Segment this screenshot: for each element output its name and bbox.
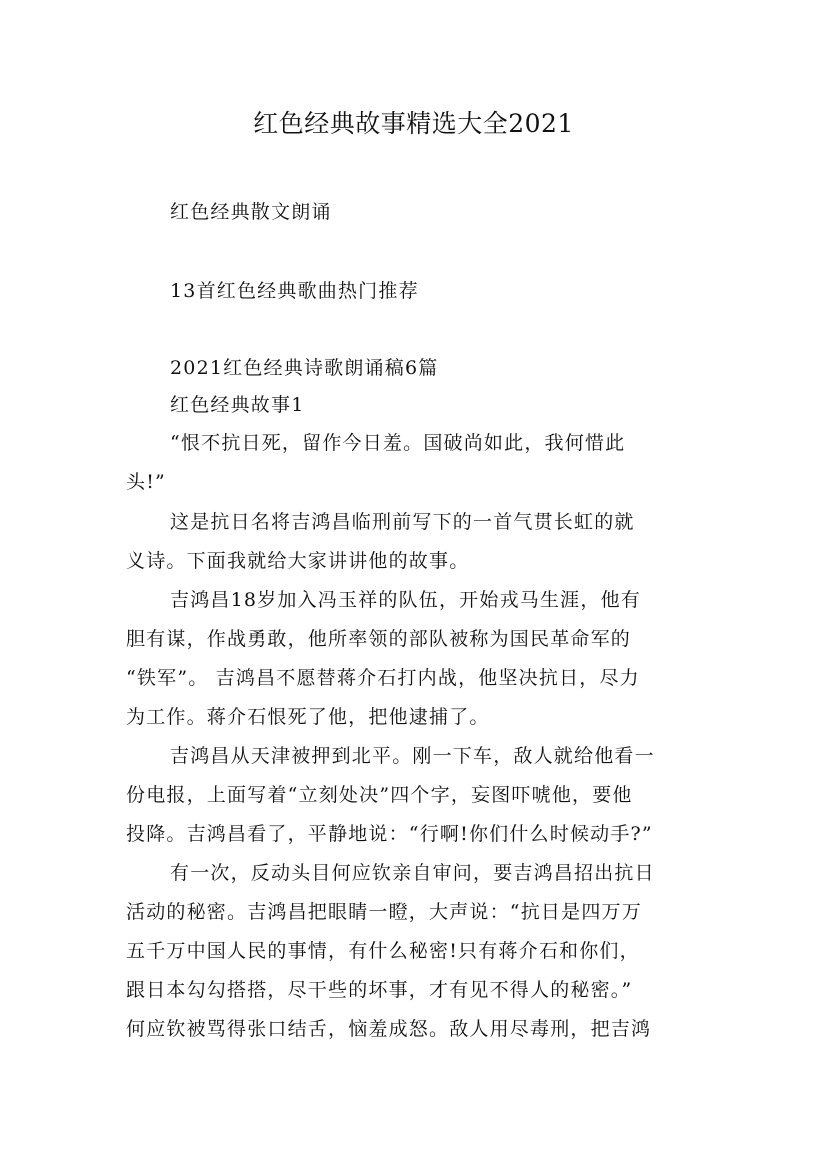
paragraph-line: “铁军”。 吉鸿昌不愿替蒋介石打内战，他坚决抗日，尽力 (126, 667, 640, 689)
paragraph-line: 胆有谋，作战勇敢，他所率领的部队被称为国民革命军的 (126, 628, 632, 650)
paragraph-line: 吉鸿昌18岁加入冯玉祥的队伍，开始戎马生涯，他有 (170, 589, 641, 611)
related-link-essay[interactable]: 红色经典散文朗诵 (170, 201, 332, 223)
paragraph-line: 义诗。下面我就给大家讲讲他的故事。 (126, 550, 470, 572)
paragraph-line: 为工作。蒋介石恨死了他，把他逮捕了。 (126, 706, 490, 728)
paragraph-line: 活动的秘密。吉鸿昌把眼睛一瞪，大声说：“抗日是四万万 (126, 901, 642, 923)
paragraph-line: 跟日本勾勾搭搭，尽干些的坏事，才有见不得人的秘密。” (126, 979, 633, 1001)
related-link-poems[interactable]: 2021红色经典诗歌朗诵稿6篇 (170, 357, 439, 379)
document-title: 红色经典故事精选大全2021 (253, 109, 574, 138)
paragraph-line: 五千万中国人民的事情，有什么秘密!只有蒋介石和你们， (126, 940, 640, 962)
paragraph-line: 投降。吉鸿昌看了，平静地说：“行啊!你们什么时候动手?” (126, 823, 653, 845)
paragraph-line: “恨不抗日死，留作今日羞。国破尚如此，我何惜此 (170, 432, 626, 454)
paragraph-line: 有一次，反动头目何应钦亲自审问，要吉鸿昌招出抗日 (170, 862, 655, 884)
paragraph-line: 份电报，上面写着“立刻处决”四个字，妄图吓唬他，要他 (126, 784, 633, 806)
paragraph-line: 吉鸿昌从天津被押到北平。刚一下车，敌人就给他看一 (170, 745, 655, 767)
paragraph-line: 这是抗日名将吉鸿昌临刑前写下的一首气贯长虹的就 (170, 511, 635, 533)
paragraph-line: 头!” (126, 471, 166, 493)
paragraph-line: 何应钦被骂得张口结舌，恼羞成怒。敌人用尽毒刑，把吉鸿 (126, 1018, 652, 1040)
related-link-songs[interactable]: 13首红色经典歌曲热门推荐 (170, 280, 419, 302)
section-heading: 红色经典故事1 (170, 394, 305, 416)
